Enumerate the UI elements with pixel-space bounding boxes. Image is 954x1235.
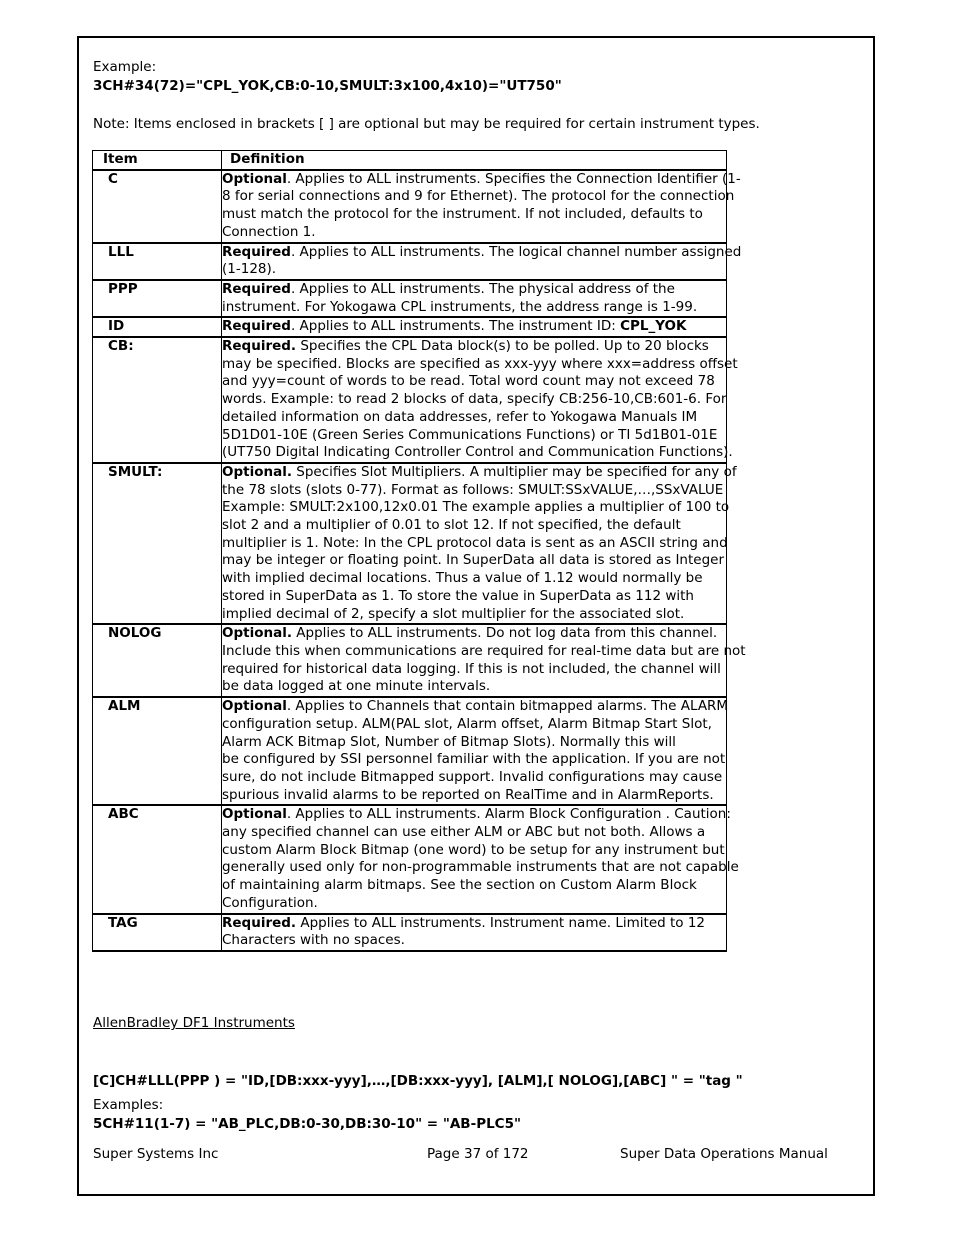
examples-code: 5CH#11(1-7) = "AB_PLC,DB:0-30,DB:30-10" = "AB-PLC5" — [93, 1116, 522, 1132]
definition-line — [222, 698, 729, 716]
definition-lead: Optional — [222, 698, 287, 715]
table-row — [93, 317, 727, 337]
table-row — [93, 170, 727, 243]
row-definition — [222, 243, 742, 280]
header-definition: Definition — [222, 151, 727, 170]
table-row — [93, 697, 727, 805]
table-row — [93, 280, 727, 317]
definition-line — [222, 170, 741, 189]
row-item-name: ALM — [93, 697, 222, 805]
row-definition — [222, 170, 741, 243]
table-row — [93, 463, 727, 624]
definition-line — [222, 338, 722, 356]
row-definition — [222, 914, 727, 951]
table-row — [93, 624, 727, 697]
definition-line: 8 for serial connections and 9 for Ethernet). The protocol for the connection — [222, 188, 735, 205]
row-item-name: SMULT: — [93, 463, 222, 624]
definition-line: be configured by SSI personnel familiar with the application. If you are not — [222, 751, 726, 768]
definition-line: must match the protocol for the instrument. If not included, defaults to — [222, 206, 703, 223]
table-row — [93, 337, 727, 463]
row-definition — [222, 624, 746, 697]
footer-company: Super Systems Inc — [93, 1146, 219, 1162]
definition-line: Include this when communications are required for real-time data but are not — [222, 642, 746, 659]
row-item-name: PPP — [93, 280, 222, 317]
definition-line: may be specified. Blocks are specified as xxx-yyy where xxx=address offset — [222, 355, 738, 372]
definition-line: any specified channel can use either ALM or ABC but not both. Allows a — [222, 824, 706, 841]
note-text: Note: Items enclosed in brackets [ ] are optional but may be required for certain instrument types. — [93, 116, 760, 132]
definition-line: implied decimal of 2, specify a slot multiplier for the associated slot. — [222, 605, 685, 622]
table-row — [93, 805, 727, 913]
row-definition — [222, 280, 727, 317]
definition-text: . Applies to ALL instruments. The physical address of the — [290, 280, 675, 297]
table-row — [93, 914, 727, 951]
definition-line: of maintaining alarm bitmaps. See the section on Custom Alarm Block — [222, 877, 697, 894]
definition-line — [222, 463, 737, 482]
definition-line: Alarm ACK Bitmap Slot, Number of Bitmap Slots). Normally this will — [222, 733, 676, 750]
row-definition — [222, 805, 739, 913]
definition-line: Configuration. — [222, 894, 318, 911]
row-item-name: CB: — [93, 337, 222, 463]
definition-line: words. Example: to read 2 blocks of data, specify CB:256-10,CB:601-6. For — [222, 391, 727, 408]
table-row — [93, 243, 727, 280]
syntax-line: [C]CH#LLL(PPP ) = "ID,[DB:xxx-yyy],…,[DB:xxx-yyy], [ALM],[ NOLOG],[ABC] " = "tag " — [93, 1073, 743, 1089]
definition-line: may be integer or floating point. In SuperData all data is stored as Integer — [222, 552, 725, 569]
table-header-row — [93, 151, 727, 170]
definition-line: slot 2 and a multiplier of 0.01 to slot 12. If not specified, the default — [222, 517, 681, 534]
definition-line: 5D1D01-10E (Green Series Communications Functions) or TI 5d1B01-01E — [222, 426, 718, 443]
table-body — [93, 170, 746, 951]
definition-line: Example: SMULT:2x100,12x0.01 The example applies a multiplier of 100 to — [222, 499, 730, 516]
definition-line: (1-128). — [222, 261, 277, 278]
definition-line — [222, 281, 722, 299]
footer-manual-title: Super Data Operations Manual — [620, 1146, 828, 1162]
examples-label: Examples: — [93, 1097, 164, 1113]
definition-text: . Applies to ALL instruments. The instrument ID: — [290, 318, 621, 335]
definition-text: Applies to ALL instruments. Do not log data from this channel. — [291, 625, 718, 642]
definition-lead: Required — [222, 243, 291, 260]
definition-line: be data logged at one minute intervals. — [222, 678, 491, 695]
row-definition — [222, 463, 737, 624]
row-definition — [222, 337, 738, 463]
definition-line: custom Alarm Block Bitmap (one word) to be setup for any instrument but — [222, 841, 725, 858]
row-item-name: NOLOG — [93, 624, 222, 697]
row-item-name: ABC — [93, 805, 222, 913]
section-heading: AllenBradley DF1 Instruments — [93, 1015, 295, 1031]
row-item-name: ID — [93, 317, 222, 337]
definition-lead: Optional. — [222, 625, 292, 642]
definition-text: . Applies to Channels that contain bitmapped alarms. The ALARM — [286, 698, 729, 715]
definition-lead: Required. — [222, 338, 297, 355]
definition-line: Connection 1. — [222, 223, 316, 240]
definition-line: multiplier is 1. Note: In the CPL protocol data is sent as an ASCII string and — [222, 534, 728, 551]
definition-line: with implied decimal locations. Thus a value of 1.12 would normally be — [222, 570, 703, 587]
row-definition — [222, 317, 727, 337]
definition-line: the 78 slots (slots 0-77). Format as follows: SMULT:SSxVALUE,…,SSxVALUE — [222, 481, 724, 498]
definition-lead: Optional. — [222, 463, 292, 480]
definition-lead: Optional — [222, 806, 287, 823]
definition-line: detailed information on data addresses, refer to Yokogawa Manuals IM — [222, 408, 698, 425]
definition-line — [222, 915, 722, 933]
definition-line: instrument. For Yokogawa CPL instruments, the address range is 1-99. — [222, 298, 698, 315]
definition-lead: Required — [222, 280, 291, 297]
row-item-name: TAG — [93, 914, 222, 951]
example-label: Example: — [93, 59, 157, 75]
definitions-table — [92, 150, 746, 952]
definition-line: sure, do not include Bitmapped support. Invalid configurations may cause — [222, 768, 723, 785]
definition-line — [222, 625, 722, 643]
definition-line: generally used only for non-programmable instruments that are not capable — [222, 859, 739, 876]
definition-line: spurious invalid alarms to be reported on RealTime and in AlarmReports. — [222, 786, 714, 803]
definition-line: required for historical data logging. If this is not included, the channel will — [222, 660, 721, 677]
definition-line — [222, 243, 742, 262]
definition-text: . Applies to ALL instruments. Specifies the Connection Identifier (1- — [286, 170, 741, 187]
row-item-name: LLL — [93, 243, 222, 280]
definition-line: (UT750 Digital Indicating Controller Control and Communication Functions). — [222, 444, 733, 461]
definition-text: Specifies Slot Multipliers. A multiplier may be specified for any of — [291, 463, 737, 480]
row-definition — [222, 697, 727, 805]
definition-line: configuration setup. ALM(PAL slot, Alarm offset, Alarm Bitmap Start Slot, — [222, 715, 712, 732]
definition-lead: Required — [222, 318, 291, 335]
example-code: 3CH#34(72)="CPL_YOK,CB:0-10,SMULT:3x100,4x10)="UT750" — [93, 78, 562, 94]
definition-tail: CPL_YOK — [620, 318, 687, 335]
definition-line: stored in SuperData as 1. To store the value in SuperData as 112 with — [222, 587, 694, 604]
definition-line: and yyy=count of words to be read. Total word count may not exceed 78 — [222, 373, 715, 390]
definition-text: Applies to ALL instruments. Instrument name. Limited to 12 — [296, 914, 706, 931]
definition-lead: Required. — [222, 914, 297, 931]
definition-line: Characters with no spaces. — [222, 932, 405, 949]
definition-line — [222, 318, 722, 336]
row-item-name: C — [93, 170, 222, 243]
definition-line — [222, 806, 731, 824]
definition-text: . Applies to ALL instruments. The logical channel number assigned — [290, 243, 742, 260]
definition-text: Specifies the CPL Data block(s) to be polled. Up to 20 blocks — [296, 338, 709, 355]
definition-lead: Optional — [222, 170, 287, 187]
definition-text: . Applies to ALL instruments. Alarm Block Configuration . Caution: — [286, 806, 731, 823]
header-item: Item — [93, 151, 222, 170]
footer-page-number: Page 37 of 172 — [427, 1146, 529, 1162]
